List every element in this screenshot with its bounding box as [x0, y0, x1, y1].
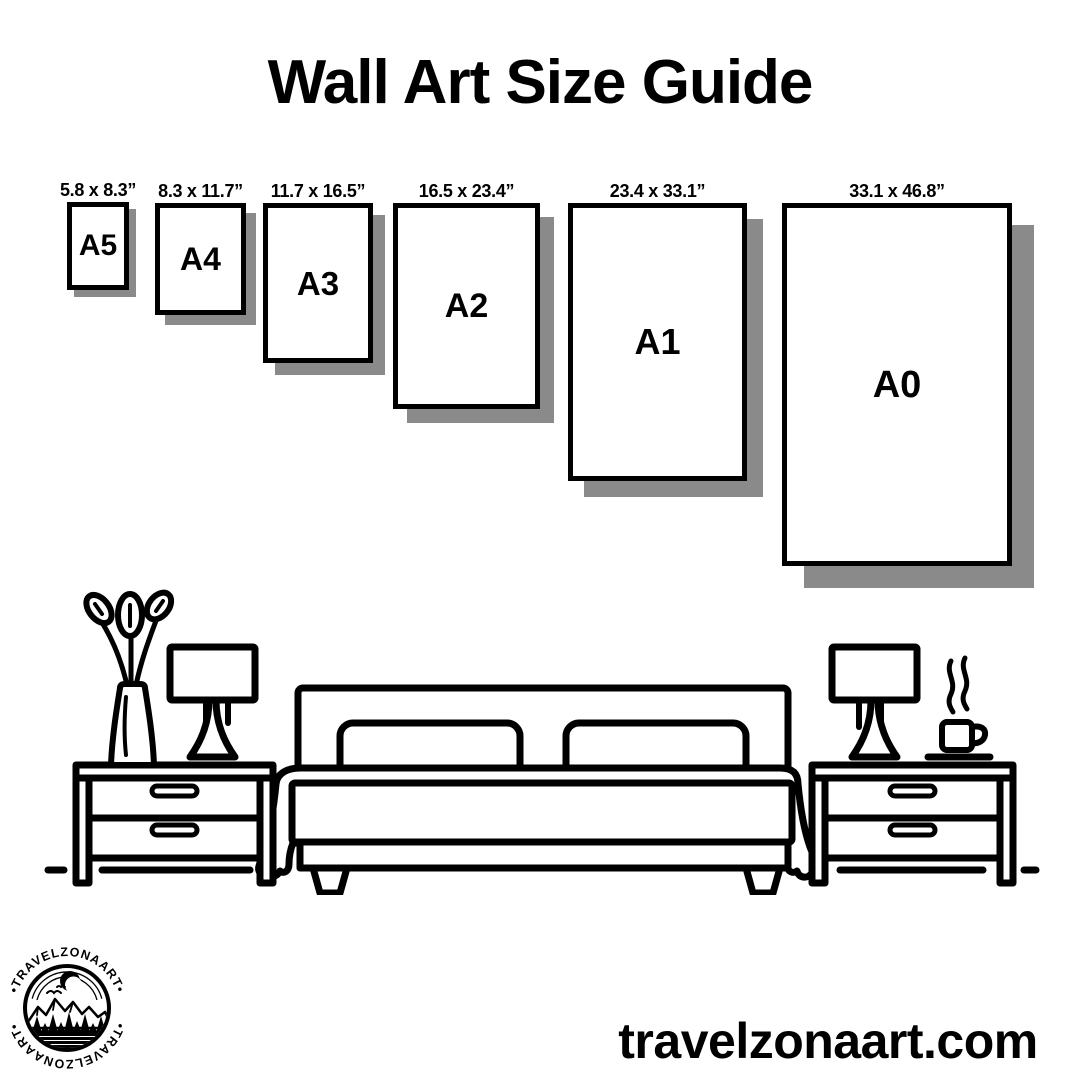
frame-a0-name-label: A0	[872, 363, 922, 406]
plant-vase-icon	[81, 588, 176, 765]
frame-a4-size-label: 8.3 x 11.7”	[158, 181, 243, 201]
steam-icon	[949, 661, 953, 712]
bedroom-scene	[0, 585, 1080, 895]
drawer-handle-icon	[152, 825, 197, 835]
coffee-cup-icon	[928, 658, 990, 757]
frame-a3	[263, 181, 373, 363]
nightstand-left-icon	[76, 765, 273, 883]
bed-icon	[259, 688, 822, 893]
drawer-handle-icon	[890, 825, 935, 835]
drawer-handle-icon	[890, 786, 935, 796]
steam-icon	[963, 658, 967, 709]
frame-a5-size-label: 5.8 x 8.3”	[59, 180, 137, 200]
drawer-handle-icon	[152, 786, 197, 796]
frame-a0-size-label: 33.1 x 46.8”	[849, 181, 945, 201]
frame-a2-size-label: 16.5 x 23.4”	[418, 181, 515, 201]
nightstand-right-icon	[812, 765, 1013, 883]
brand-logo-icon	[7, 931, 127, 1080]
frame-a2-name-label: A2	[444, 287, 489, 325]
brand-name-top: •TRAVELZONAART•	[7, 944, 127, 995]
frame-a1	[568, 181, 747, 481]
frame-a4-name-label: A4	[180, 241, 221, 277]
frame-a3-size-label: 11.7 x 16.5”	[270, 181, 366, 201]
frame-a0	[782, 181, 1012, 566]
frame-a4	[155, 181, 246, 315]
brand-name-bottom: •TRAVELZONAART•	[7, 1021, 127, 1072]
table-lamp-left-icon	[170, 647, 255, 757]
frame-a3-name-label: A3	[296, 264, 340, 302]
frame-a1-size-label: 23.4 x 33.1”	[609, 181, 706, 201]
frame-a5-name-label: A5	[78, 229, 118, 262]
frame-a2	[393, 181, 540, 409]
frame-a1-name-label: A1	[634, 321, 681, 362]
table-lamp-right-icon	[832, 647, 917, 757]
page-title: Wall Art Size Guide	[267, 48, 813, 117]
website-text: travelzonaart.com	[618, 1013, 1038, 1069]
bird-icon	[57, 986, 65, 987]
frame-a5	[59, 180, 137, 290]
